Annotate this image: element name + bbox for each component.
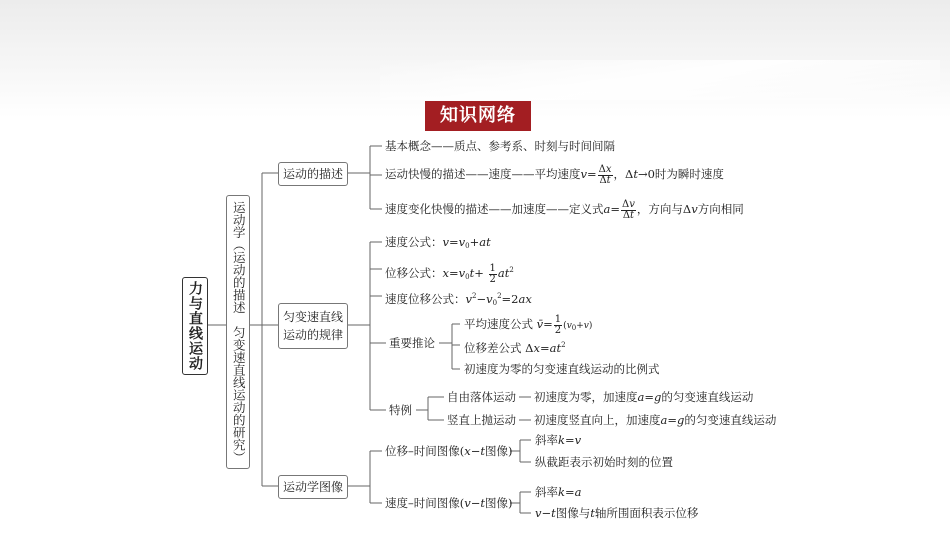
displacement-difference-formula: 位移差公式 $\Delta x=at^2$ xyxy=(464,341,566,355)
desc-node xyxy=(278,162,348,186)
vt-slope-label: 斜率 xyxy=(535,485,558,499)
vertical-throw-description: 初速度竖直向上，加速度a=g的匀变速直线运动 xyxy=(534,413,777,427)
xt-label-a: 位移–时间图像( xyxy=(385,444,465,458)
xt-slope-label: 斜率 xyxy=(535,433,558,447)
speed-text-b: ，Δ xyxy=(613,167,634,181)
vd-formula-label: 速度位移公式： xyxy=(385,292,466,306)
accel-text-b: ，方向与Δ xyxy=(636,202,692,216)
vt-label-a: 速度–时间图像( xyxy=(385,496,465,510)
displacement-formula: 位移公式：$x=v_0t+$ $\frac{1}{2}$ $at^2$ xyxy=(385,262,514,285)
vt-area-text-b: 图像与 xyxy=(555,506,591,520)
avg-speed-formula: 平均速度公式 v̄= $\frac{1}{2}$ $(v_0+v)$ xyxy=(464,313,593,336)
free-fall-desc-a: 初速度为零，加速度 xyxy=(534,390,638,404)
xt-slope: 斜率k=v xyxy=(535,433,582,447)
graphs-node xyxy=(278,475,348,499)
graphs-label: 运动学图像 xyxy=(282,480,343,494)
vt-slope: 斜率k=a xyxy=(535,485,582,499)
kinematics-node xyxy=(226,195,250,469)
acceleration-description: 速度变化快慢的描述——加速度——定义式a= $\frac{\Delta v}{\Delta t}$ ，方向与Δv方向相同 xyxy=(385,198,744,221)
velocity-displacement-formula: 速度位移公式：$v^2-v_0^2=2ax$ xyxy=(385,292,532,307)
accel-text-a: 速度变化快慢的描述——加速度——定义式 xyxy=(385,202,604,216)
avg-speed-label: 平均速度公式 xyxy=(464,317,533,331)
xt-graph-label: 位移–时间图像(x−t图像) xyxy=(385,444,513,458)
free-fall-description: 初速度为零，加速度a=g的匀变速直线运动 xyxy=(534,390,754,404)
special-cases-label: 特例 xyxy=(389,403,412,417)
vt-label-b: 图像) xyxy=(485,496,513,510)
ratio-formulas: 初速度为零的匀变速直线运动的比例式 xyxy=(464,362,660,376)
desc-label: 运动的描述 xyxy=(282,167,343,181)
root-label: 力与直线运动 xyxy=(187,281,203,371)
free-fall-desc-b: 的匀变速直线运动 xyxy=(661,390,754,404)
basic-concepts: 基本概念——质点、参考系、时刻与时间间隔 xyxy=(385,139,615,153)
vertical-desc-a: 初速度竖直向上，加速度 xyxy=(534,413,661,427)
vertical-desc-b: 的匀变速直线运动 xyxy=(684,413,777,427)
velocity-formula: 速度公式：$v=v_0+at$ xyxy=(385,235,491,250)
vt-graph-label: 速度–时间图像(v−t图像) xyxy=(385,496,513,510)
free-fall-label: 自由落体运动 xyxy=(447,390,516,404)
velocity-formula-label: 速度公式： xyxy=(385,235,443,249)
xt-intercept: 纵截距表示初始时刻的位置 xyxy=(535,455,673,469)
kinematics-label: 运动学（运动的描述 匀变速直线运动的研究） xyxy=(231,200,247,464)
root-node xyxy=(182,277,208,375)
speed-text-c: →0时为瞬时速度 xyxy=(637,167,724,181)
vt-area-text-c: 轴所围面积表示位移 xyxy=(594,506,699,520)
uniform-label: 匀变速直线运动的规律 xyxy=(282,310,343,342)
accel-text-c: 方向相同 xyxy=(697,202,744,216)
page-title: 知识网络 xyxy=(425,101,531,131)
speed-text-a: 运动快慢的描述——速度——平均速度 xyxy=(385,167,581,181)
speed-description: 运动快慢的描述——速度——平均速度v= $\frac{\Delta x}{\Delta t}$ ，Δt→0时为瞬时速度 xyxy=(385,163,724,186)
disp-diff-label: 位移差公式 Δ xyxy=(464,341,534,355)
xt-label-b: 图像) xyxy=(485,444,513,458)
corollary-label: 重要推论 xyxy=(389,336,435,350)
displacement-formula-label: 位移公式： xyxy=(385,266,443,280)
vt-area: v−t图像与t轴所围面积表示位移 xyxy=(535,506,699,520)
uniform-node xyxy=(278,303,348,349)
vertical-throw-label: 竖直上抛运动 xyxy=(447,413,516,427)
